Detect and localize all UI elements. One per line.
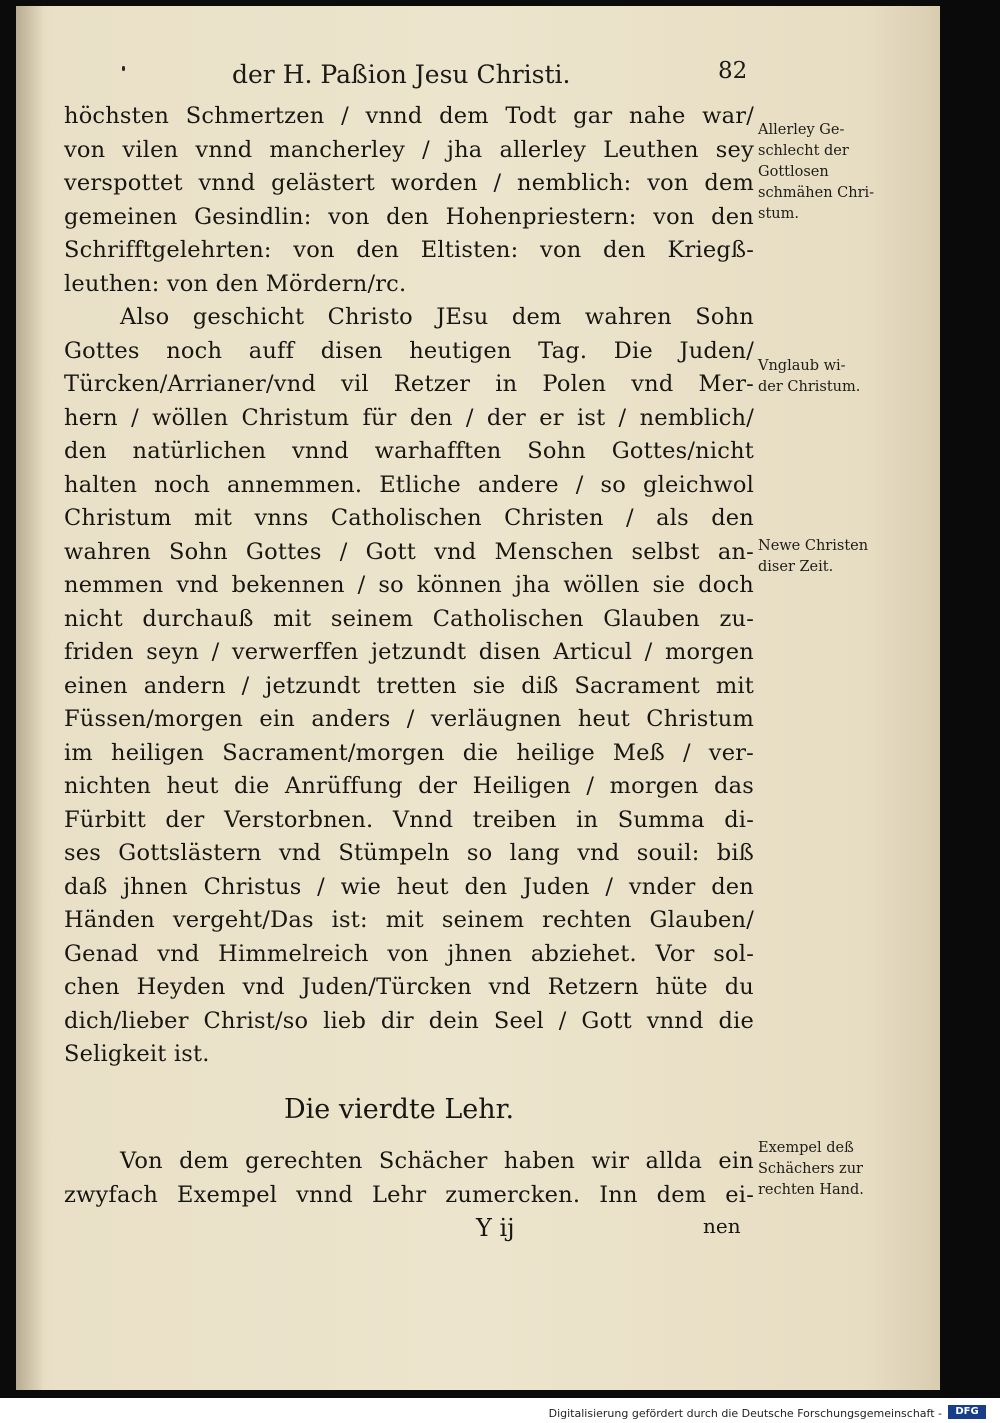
signature-mark: Y ij [476,1214,515,1242]
note-line: rechten Hand. [758,1182,864,1198]
section-heading: Die vierdte Lehr. [284,1094,515,1125]
note-line: Schächers zur [758,1161,863,1177]
text-line: daß jhnen Christus / wie heut den Juden / vnder den [64,873,754,900]
text-line: Christum mit vnns Catholischen Christen / als den [64,505,754,531]
text-line: nemmen vnd bekennen / so können jha wöllen sie doch [64,572,754,598]
text-line: von vilen vnnd mancherley / jha allerley Leuthen sey [64,136,754,163]
note-line: diser Zeit. [758,559,834,575]
text-line: im heiligen Sacrament/morgen die heilige Meß / ver- [64,739,754,766]
page-gutter [16,6,42,1390]
margin-note [758,1138,898,1201]
text-line: Füssen/morgen ein anders / verläugnen heut Christum [64,706,754,732]
note-line: stum. [758,206,799,222]
dfg-logo: DFG [948,1405,986,1419]
text-line: Türcken/Arrianer/vnd vil Retzer in Polen vnd Mer- [64,371,754,397]
margin-note [758,356,898,398]
page-number: 82 [718,58,748,84]
lehr-text-block [64,1145,754,1212]
text-line: höchsten Schmertzen / vnnd dem Todt gar nahe war/ [64,103,754,129]
text-line: friden seyn / verwerffen jetzundt disen Articul / morgen [64,639,754,665]
main-text-block [64,100,754,1072]
text-line: nicht durchauß mit seinem Catholischen Glauben zu- [64,605,754,632]
catchword: nen [703,1214,741,1238]
text-line: Schrifftgelehrten: von den Eltisten: von den Kriegß- [64,237,754,263]
text-line: den natürlichen vnnd warhafften Sohn Gottes/nicht [64,438,754,464]
note-line: Newe Christen [758,538,869,554]
text-line: zwyfach Exempel vnnd Lehr zumercken. Inn dem ei- [64,1181,754,1208]
footer-credit: Digitalisierung gefördert durch die Deutsche Forschungsgemeinschaft - [548,1407,942,1420]
text-line: nichten heut die Anrüffung der Heiligen / morgen das [64,773,754,799]
text-line: ses Gottslästern vnd Stümpeln so lang vnd souil: biß [64,840,754,866]
text-line: Seligkeit ist. [64,1041,210,1067]
note-line: Gottlosen [758,164,829,180]
margin-note [758,536,898,578]
note-line: der Christum. [758,379,861,395]
ink-speck [122,66,125,71]
note-line: schmähen Chri- [758,185,875,201]
text-line: halten noch annemmen. Etliche andere / so gleichwol [64,471,754,498]
note-line: Vnglaub wi- [758,358,846,374]
note-line: Allerley Ge- [758,122,845,138]
text-line: chen Heyden vnd Juden/Türcken vnd Retzern hüte du [64,974,754,1000]
text-line: Genad vnd Himmelreich von jhnen abziehet. Vor sol- [64,940,754,967]
note-line: schlecht der [758,143,849,159]
running-head: der H. Paßion Jesu Christi. [232,60,571,89]
text-line: dich/lieber Christ/so lieb dir dein Seel / Gott vnnd die [64,1007,754,1034]
scan-edge [942,0,1000,1398]
margin-note [758,120,898,225]
text-line: Von dem gerechten Schächer haben wir allda ein [120,1148,754,1174]
text-line: wahren Sohn Gottes / Gott vnd Menschen selbst an- [64,538,754,565]
note-line: Exempel deß [758,1140,854,1156]
text-line: Fürbitt der Verstorbnen. Vnnd treiben in Summa di- [64,806,754,833]
text-line: Also geschicht Christo JEsu dem wahren Sohn [120,304,754,330]
text-line: hern / wöllen Christum für den / der er ist / nemblich/ [64,404,754,431]
text-line: Gottes noch auff disen heutigen Tag. Die Juden/ [64,337,754,364]
text-line: Händen vergeht/Das ist: mit seinem rechten Glauben/ [64,907,754,933]
text-line: gemeinen Gesindlin: von den Hohenpriestern: von den [64,203,754,230]
text-line: leuthen: von den Mördern/rc. [64,270,407,297]
text-line: verspottet vnnd gelästert worden / nemblich: von dem [64,170,754,196]
text-line: einen andern / jetzundt tretten sie diß Sacrament mit [64,672,754,699]
